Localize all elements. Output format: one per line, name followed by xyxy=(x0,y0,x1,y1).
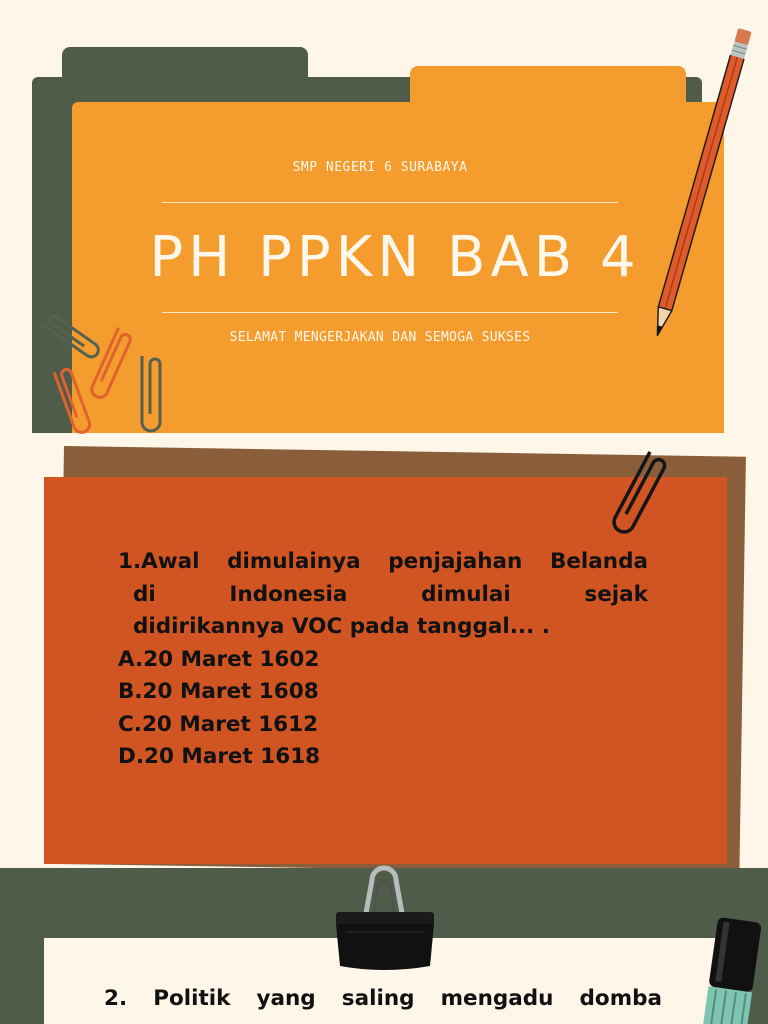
page-subtitle: SELAMAT MENGERJAKAN DAN SEMOGA SUKSES xyxy=(229,330,531,345)
option-d: D.20 Maret 1618 xyxy=(118,744,321,769)
question-1-line: didirikannya VOC pada tanggal... . xyxy=(133,614,550,639)
question-2: 2. Politik yang saling mengadu domba xyxy=(104,986,662,1011)
question-1-line: di Indonesia dimulai sejak xyxy=(133,581,648,607)
option-c: C.20 Maret 1612 xyxy=(118,711,319,737)
question-1-line: 1.Awal dimulainya penjajahan Belanda xyxy=(118,549,648,574)
school-name: SMP NEGERI 6 SURABAYA xyxy=(292,160,468,175)
option-b: B.20 Maret 1608 xyxy=(118,679,319,704)
option-a: A.20 Maret 1602 xyxy=(118,646,320,672)
page-title: PH PPKN BAB 4 xyxy=(149,225,641,290)
